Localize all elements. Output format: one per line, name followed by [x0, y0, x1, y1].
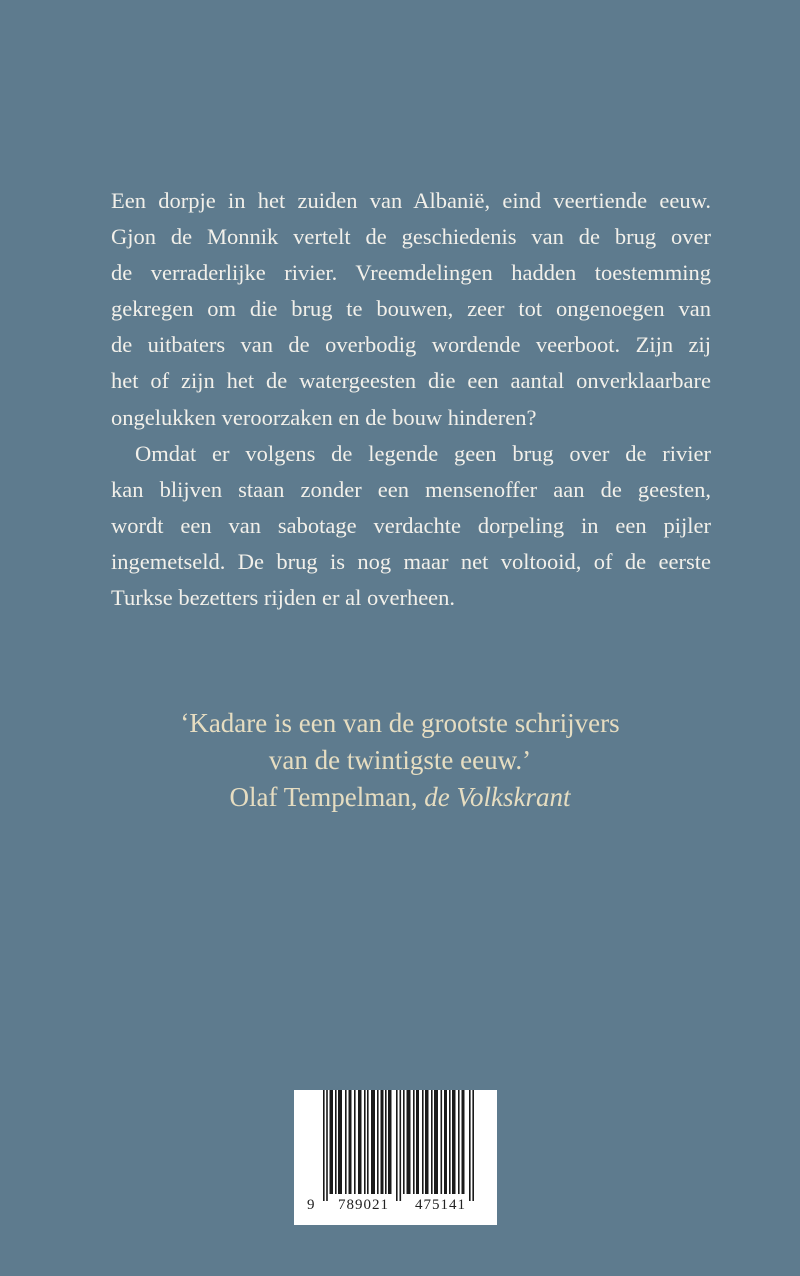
- blurb-line: Omdat er volgens de legende geen brug over de rivier: [135, 440, 711, 466]
- blurb-line: ongelukken veroorzaken en de bouw hinderen?: [111, 404, 537, 430]
- isbn-right-group: 475141: [415, 1197, 466, 1213]
- blurb-text: [111, 183, 711, 616]
- quote-line-1: ‘Kadare is een van de grootste schrijvers: [180, 708, 620, 738]
- quote-publication: de Volkskrant: [424, 782, 571, 812]
- blurb-paragraph-1: [111, 183, 711, 436]
- barcode-bars-icon: [323, 1090, 474, 1201]
- blurb-paragraph-2: [111, 436, 711, 616]
- blurb-line: Turkse bezetters rijden er al overheen.: [111, 585, 456, 611]
- blurb-line: Gjon de Monnik vertelt de geschiedenis van de brug over: [111, 224, 711, 250]
- isbn-left-group: 789021: [338, 1197, 389, 1213]
- quote-attribution: [0, 779, 800, 816]
- isbn-barcode: [294, 1090, 497, 1225]
- blurb-line: Een dorpje in het zuiden van Albanië, eind veertiende eeuw.: [111, 188, 711, 213]
- blurb-line: het of zijn het de watergeesten die een aantal onverklaarbare: [111, 368, 711, 394]
- isbn-prefix-digit: 9: [307, 1197, 315, 1213]
- review-quote: [0, 705, 800, 816]
- blurb-line: wordt een van sabotage verdachte dorpeling in een pijler: [111, 512, 711, 538]
- blurb-line: gekregen om die brug te bouwen, zeer tot ongenoegen van: [111, 296, 711, 322]
- quote-line-2: van de twintigste eeuw.’: [268, 745, 532, 775]
- blurb-line: kan blijven staan zonder een mensenoffer aan de geesten,: [111, 476, 711, 502]
- blurb-line: de uitbaters van de overbodig wordende veerboot. Zijn zij: [111, 332, 711, 358]
- blurb-line: ingemetseld. De brug is nog maar net voltooid, of de eerste: [111, 548, 711, 574]
- blurb-line: de verraderlijke rivier. Vreemdelingen hadden toestemming: [111, 260, 711, 286]
- quote-author: Olaf Tempelman,: [229, 782, 425, 812]
